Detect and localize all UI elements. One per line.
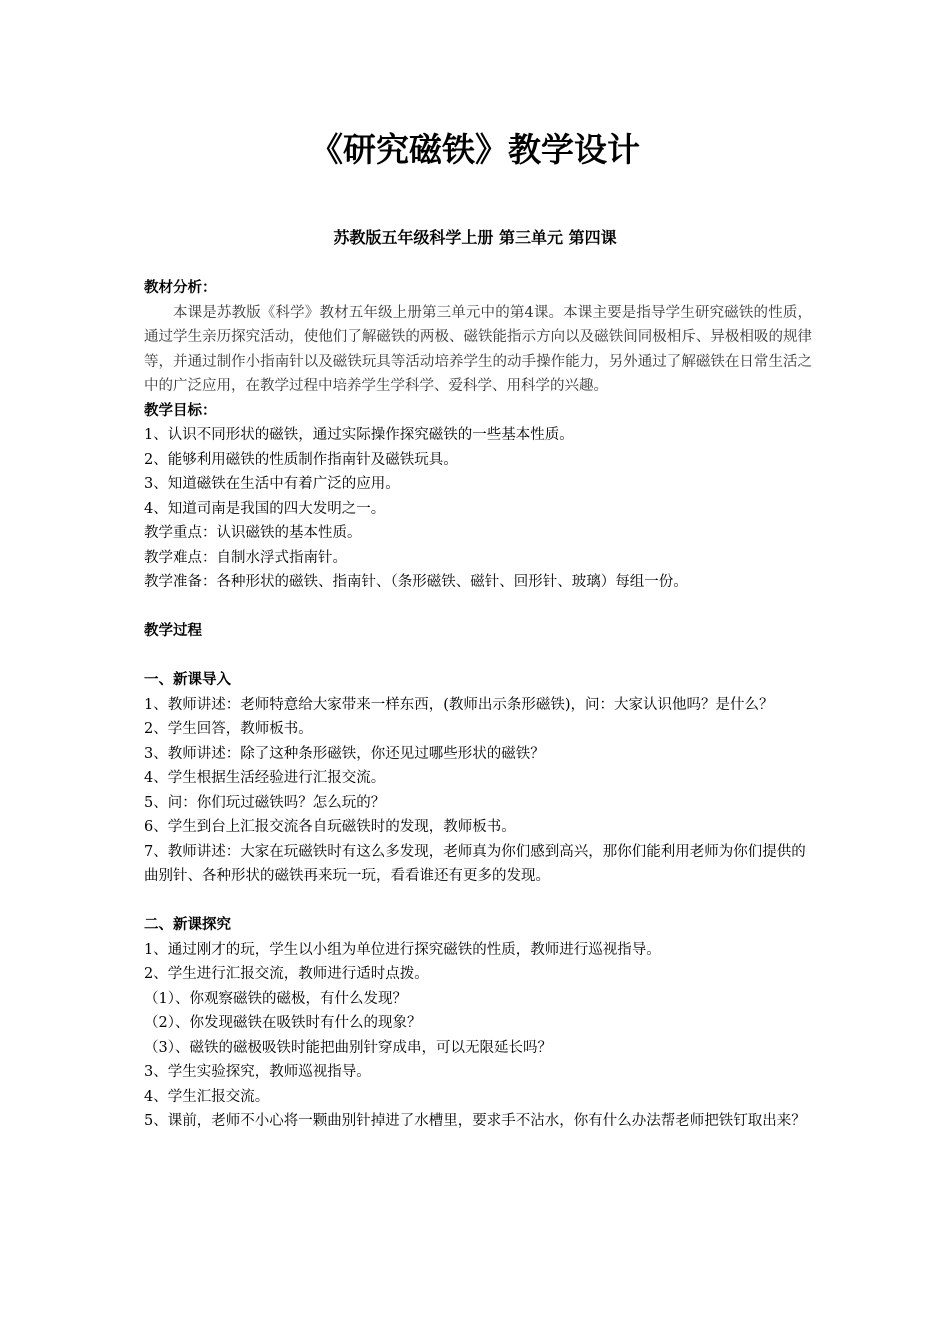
- process-heading: 教学过程: [144, 623, 202, 639]
- part2-subitem: （3）、磁铁的磁极吸铁时能把曲别针穿成串，可以无限延长吗？: [144, 1039, 552, 1056]
- part2-subitem: （1）、你观察磁铁的磁极，有什么发现？: [144, 990, 407, 1007]
- part2-item: 4、学生汇报交流。: [144, 1088, 270, 1105]
- preparation: 教学准备：各种形状的磁铁、指南针、（条形磁铁、磁针、回形针、玻璃）每组一份。: [144, 574, 688, 590]
- part1-item: 4、学生根据生活经验进行汇报交流。: [144, 770, 386, 786]
- analysis-heading: 教材分析：: [144, 280, 217, 296]
- part2-item: 2、学生进行汇报交流，教师进行适时点拨。: [144, 966, 429, 982]
- part1-item: 2、学生回答，教师板书。: [144, 721, 313, 737]
- document-subtitle: 苏教版五年级科学上册 第三单元 第四课: [333, 228, 617, 247]
- part1-item: 5、问：你们玩过磁铁吗？怎么玩的？: [144, 794, 386, 811]
- part1-item: 3、教师讲述：除了这种条形磁铁，你还见过哪些形状的磁铁？: [144, 745, 545, 762]
- goals-heading: 教学目标：: [144, 402, 217, 419]
- spacer: [144, 644, 812, 669]
- part2-item: 3、学生实验探究，教师巡视指导。: [144, 1064, 371, 1080]
- document-body: [144, 276, 812, 1134]
- part1-item: 7、教师讲述：大家在玩磁铁时有这么多发现，老师真为你们感到高兴，那你们能利用老师为你们提供的曲别针、各种形状的磁铁再来玩一玩，看看谁还有更多的发现。: [144, 843, 806, 884]
- part2-item: 1、通过刚才的玩，学生以小组为单位进行探究磁铁的性质，教师进行巡视指导。: [144, 941, 661, 958]
- goal-item: 1、认识不同形状的磁铁，通过实际操作探究磁铁的一些基本性质。: [144, 427, 574, 443]
- document-title: 《研究磁铁》教学设计: [310, 130, 640, 169]
- difficulty: 教学难点：自制水浮式指南针。: [144, 549, 347, 566]
- analysis-paragraph: 本课是苏教版《科学》教材五年级上册第三单元中的第4课。本课主要是指导学生研究磁铁的性质，通过学生亲历探究活动，使他们了解磁铁的两极、磁铁能指示方向以及磁铁间同极相斥、异极相吸的规律等，并通过制作小指南针以及磁铁玩具等活动培养学生的动手操作能力，另外通过了解磁铁在日常生活之中的广泛应用，在教学过程中培养学生学科学、爱科学、用科学的兴趣。: [144, 304, 812, 394]
- part2-subitem: （2）、你发现磁铁在吸铁时有什么的现象？: [144, 1015, 422, 1031]
- key-point: 教学重点：认识磁铁的基本性质。: [144, 525, 362, 541]
- part1-item: 1、教师讲述：老师特意给大家带来一样东西，(教师出示条形磁铁)，问：大家认识他吗？是什么？: [144, 696, 774, 713]
- part2-heading: 二、新课探究: [144, 917, 231, 933]
- goal-item: 4、知道司南是我国的四大发明之一。: [144, 500, 386, 517]
- goal-item: 3、知道磁铁在生活中有着广泛的应用。: [144, 476, 400, 492]
- goal-item: 2、能够利用磁铁的性质制作指南针及磁铁玩具。: [144, 451, 458, 468]
- spacer: [144, 889, 812, 914]
- part2-item: 5、课前，老师不小心将一颗曲别针掉进了水槽里，要求手不沾水，你有什么办法帮老师把铁钉取出来？: [144, 1113, 806, 1129]
- part1-heading: 一、新课导入: [144, 672, 231, 688]
- spacer: [144, 595, 812, 620]
- part1-item: 6、学生到台上汇报交流各自玩磁铁时的发现，教师板书。: [144, 819, 516, 835]
